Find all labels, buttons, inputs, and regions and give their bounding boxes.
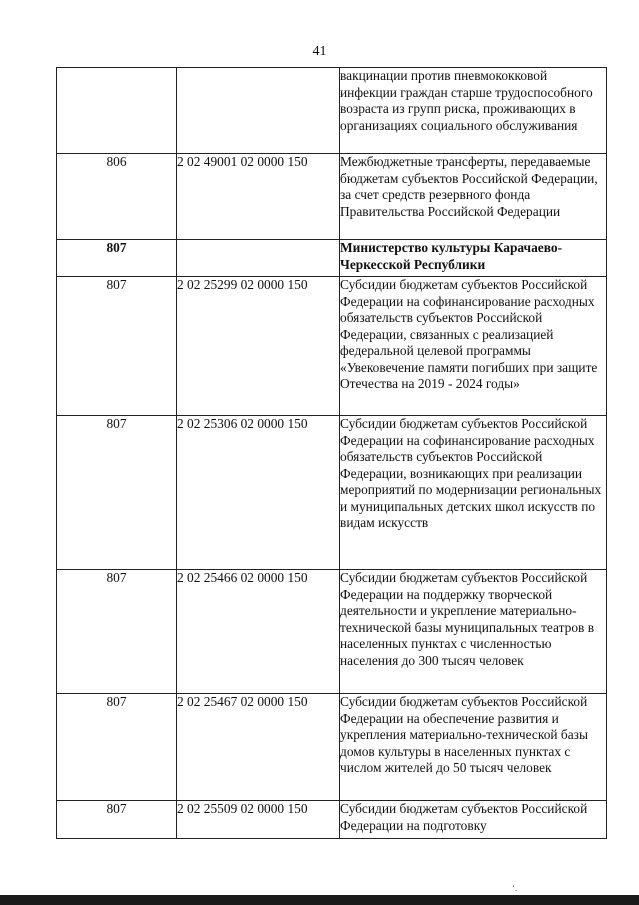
table-row — [57, 694, 607, 801]
table-row — [57, 154, 607, 240]
scan-bottom-edge — [0, 895, 639, 905]
table-row — [57, 277, 607, 416]
item-name-cell: Субсидии бюджетам субъектов Российской Федерации на софинансирование расходных обязательств субъектов Российской Федерации, возникающих при реализации мероприятий по модернизации региональных и муниципальных детских школ искусств по видам искусств — [340, 416, 607, 570]
item-name-cell: Министерство культуры Карачаево-Черкесской Республики — [340, 240, 607, 277]
item-name-cell: вакцинации против пневмококковой инфекции граждан старше трудоспособного возраста из групп риска, проживающих в организациях социального обслуживания — [340, 68, 607, 154]
item-name-cell: Межбюджетные трансферты, передаваемые бюджетам субъектов Российской Федерации, за счет средств резервного фонда Правительства Российской Федерации — [340, 154, 607, 240]
admin-code-cell — [57, 68, 177, 154]
table-row — [57, 416, 607, 570]
table-row-section-header — [57, 240, 607, 277]
budget-code-cell: 2 02 25467 02 0000 150 — [177, 694, 340, 801]
budget-code-cell: 2 02 25466 02 0000 150 — [177, 570, 340, 694]
item-name-cell: Субсидии бюджетам субъектов Российской Федерации на подготовку — [340, 801, 607, 839]
budget-code-cell: 2 02 25299 02 0000 150 — [177, 277, 340, 416]
admin-code-cell: 807 — [57, 694, 177, 801]
admin-code-cell: 807 — [57, 277, 177, 416]
table-row — [57, 68, 607, 154]
page-number: 41 — [312, 44, 327, 59]
admin-code-cell: 807 — [57, 240, 177, 277]
item-name-cell: Субсидии бюджетам субъектов Российской Федерации на обеспечение развития и укрепления материально-технической базы домов культуры в населенных пунктах с числом жителей до 50 тысяч человек — [340, 694, 607, 801]
item-name-cell: Субсидии бюджетам субъектов Российской Федерации на поддержку творческой деятельности и укрепление материально-технической базы муниципальных театров в населенных пунктах с численностью населения до 300 тысяч человек — [340, 570, 607, 694]
budget-code-cell: 2 02 25509 02 0000 150 — [177, 801, 340, 839]
budget-code-cell: 2 02 49001 02 0000 150 — [177, 154, 340, 240]
budget-code-cell — [177, 240, 340, 277]
item-name-cell: Субсидии бюджетам субъектов Российской Федерации на софинансирование расходных обязательств субъектов Российской Федерации, связанных с реализацией федеральной целевой программы «Увековечение памяти погибших при защите Отечества на 2019 - 2024 годы» — [340, 277, 607, 416]
budget-code-cell: 2 02 25306 02 0000 150 — [177, 416, 340, 570]
admin-code-cell: 806 — [57, 154, 177, 240]
budget-classification-table — [56, 67, 607, 839]
admin-code-cell: 807 — [57, 416, 177, 570]
budget-code-cell — [177, 68, 340, 154]
table-row — [57, 570, 607, 694]
admin-code-cell: 807 — [57, 570, 177, 694]
admin-code-cell: 807 — [57, 801, 177, 839]
table-row — [57, 801, 607, 839]
scan-speck: ʻ. — [512, 883, 518, 893]
